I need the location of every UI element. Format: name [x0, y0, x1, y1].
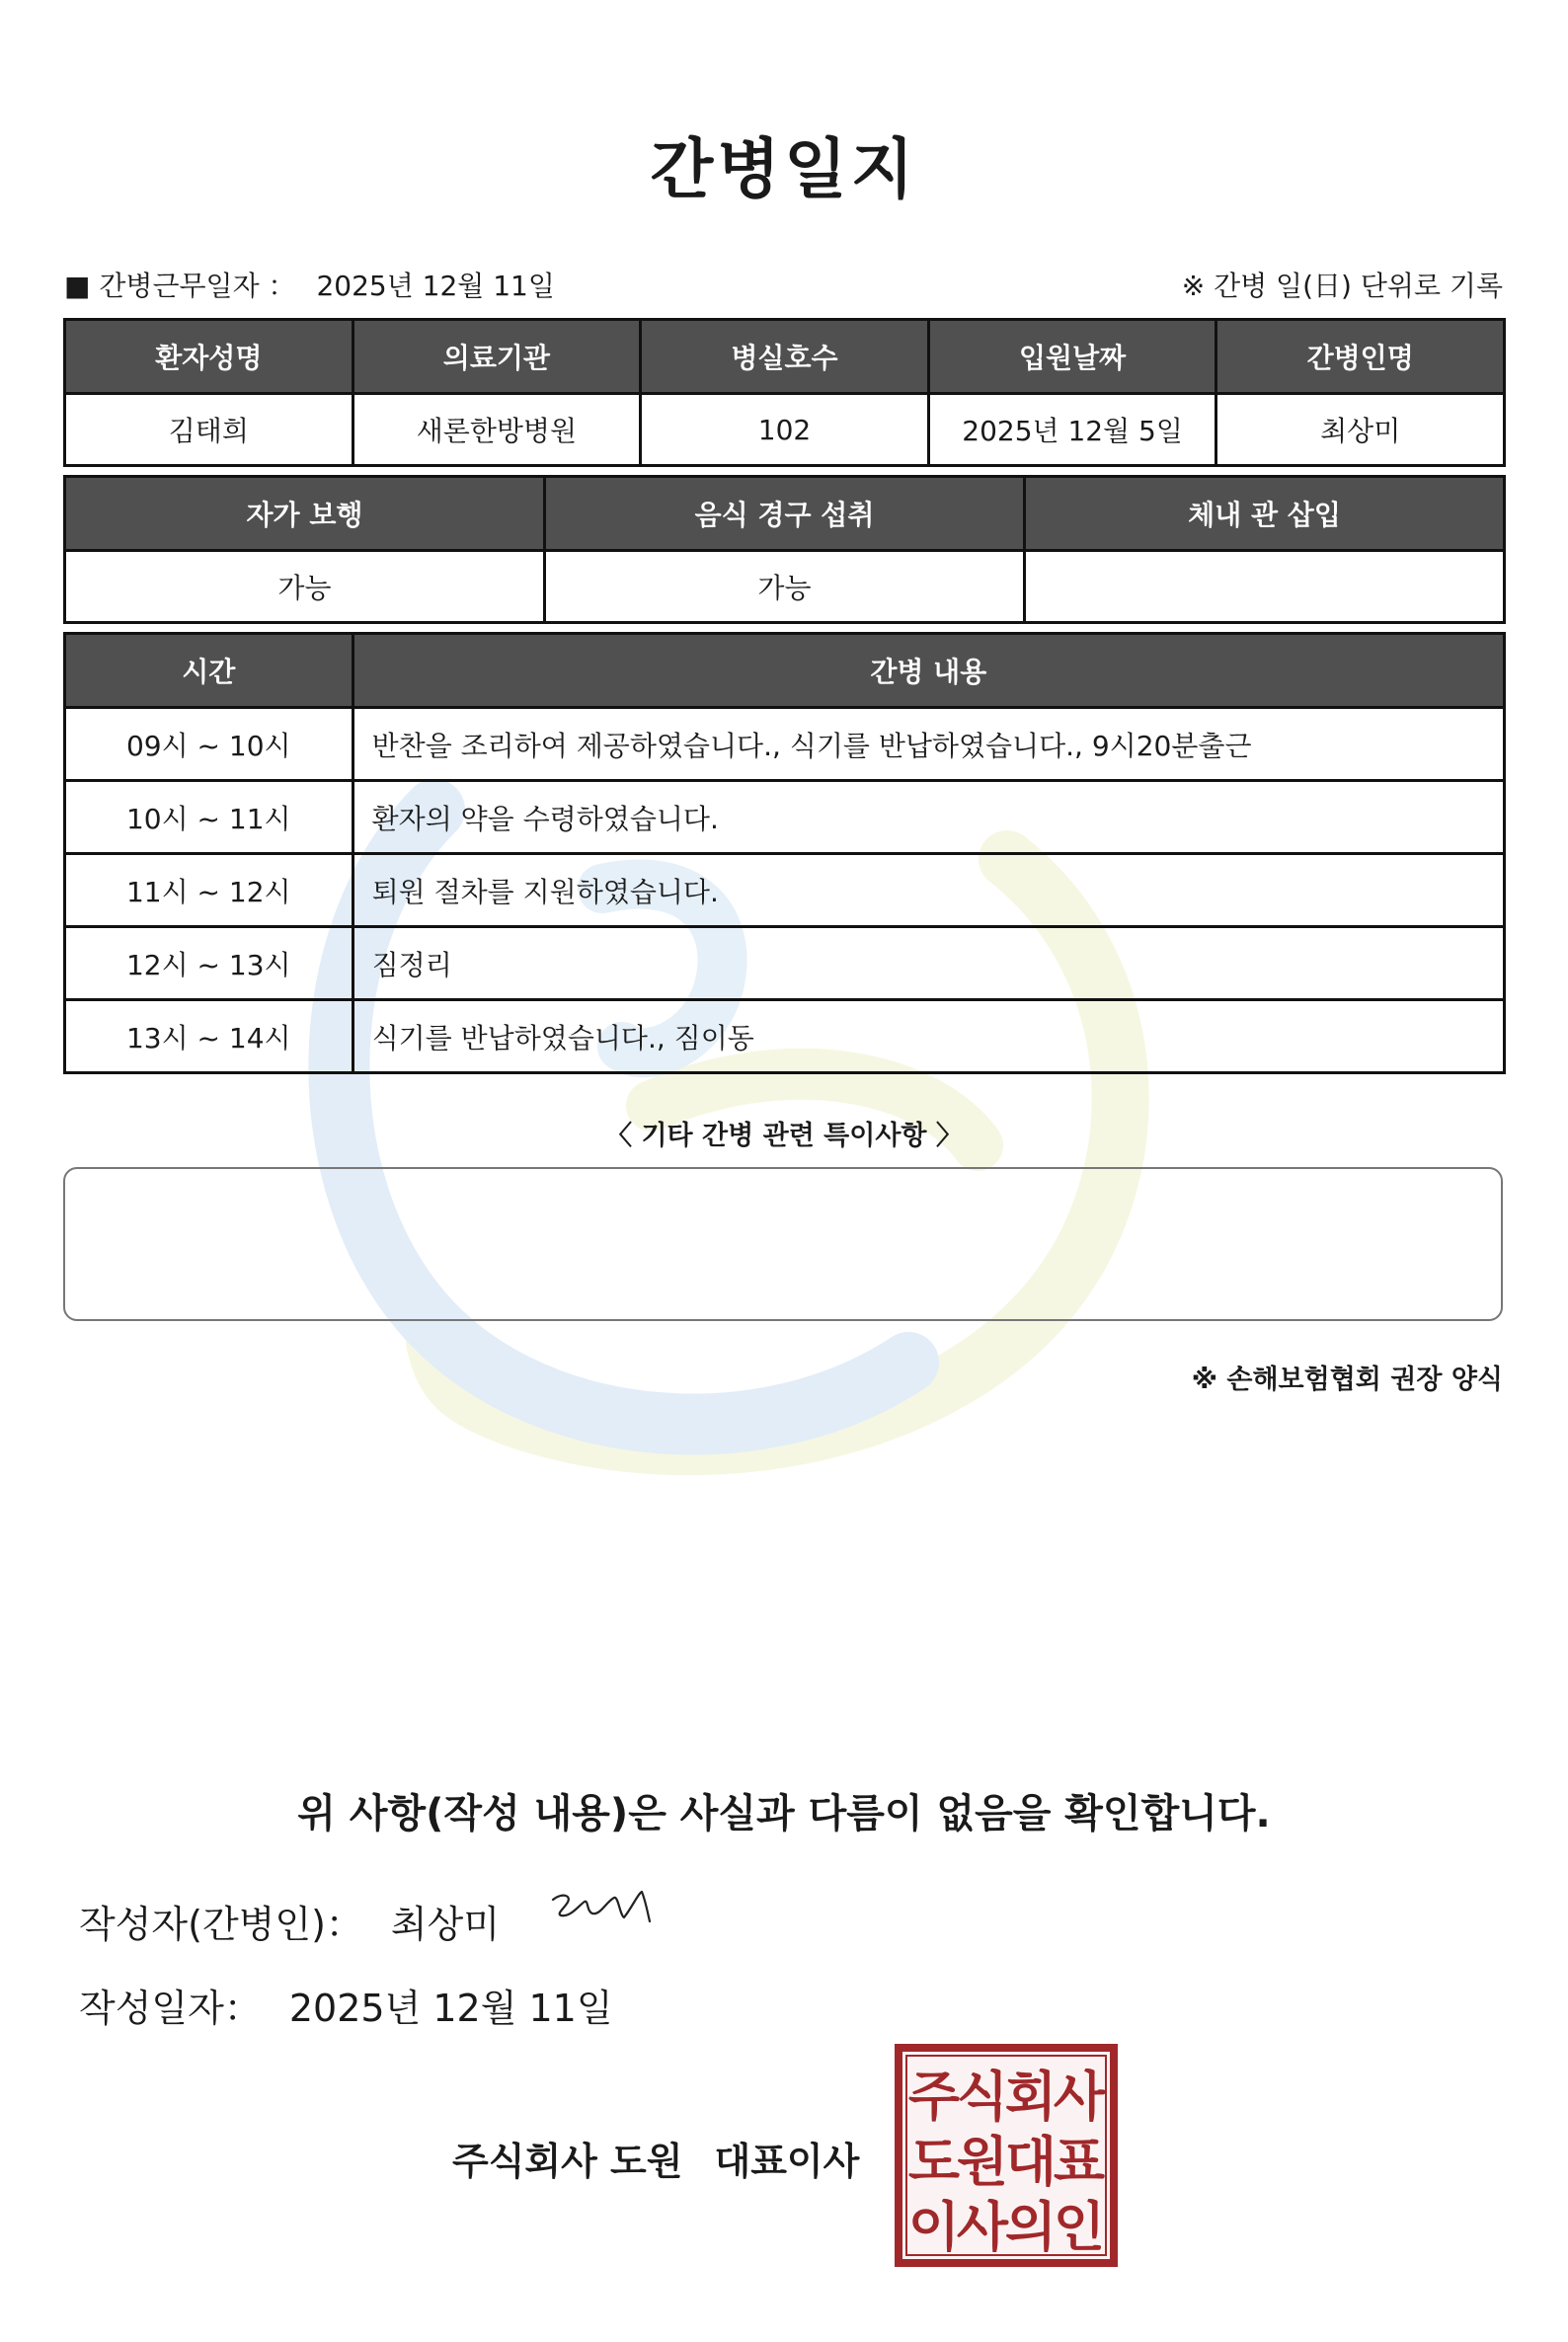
- svg-text:원: 원: [956, 2131, 1009, 2193]
- header-care-content: 간병 내용: [353, 634, 1504, 708]
- header-patient-name: 환자성명: [65, 320, 353, 394]
- table-row: [65, 781, 1505, 854]
- row-content: 짐정리: [353, 927, 1504, 1000]
- writer-line: [79, 1894, 500, 1948]
- header-time: 시간: [65, 634, 353, 708]
- write-date-line: [79, 1978, 613, 2032]
- room-number: 102: [641, 394, 929, 466]
- svg-text:대: 대: [1004, 2131, 1058, 2193]
- patient-name: 김태희: [65, 394, 353, 466]
- svg-text:의: 의: [1004, 2196, 1058, 2258]
- care-log-header-row: [65, 634, 1505, 708]
- header-oral-intake: 음식 경구 섭취: [544, 477, 1024, 551]
- status-value-row: [65, 551, 1505, 623]
- patient-info-table: [63, 318, 1506, 467]
- company-seal-stamp: [895, 2044, 1118, 2267]
- row-time: 12시 ~ 13시: [65, 927, 353, 1000]
- svg-text:표: 표: [1053, 2131, 1106, 2193]
- confirmation-statement: 위 사항(작성 내용)은 사실과 다름이 없음을 확인합니다.: [297, 1791, 1271, 1836]
- table-row: [65, 1000, 1505, 1073]
- hospital-name: 새론한방병원: [353, 394, 641, 466]
- header-room-number: 병실호수: [641, 320, 929, 394]
- svg-text:회: 회: [1004, 2066, 1058, 2128]
- row-time: 09시 ~ 10시: [65, 708, 353, 781]
- header-hospital: 의료기관: [353, 320, 641, 394]
- caregiver-name: 최상미: [1216, 394, 1505, 466]
- company-representative-title: 대표이사: [714, 2140, 860, 2183]
- status-header-row: [65, 477, 1505, 551]
- table-row: [65, 927, 1505, 1000]
- company-line: [452, 2131, 859, 2185]
- svg-text:도: 도: [907, 2131, 961, 2193]
- remarks-label: 〈 기타 간병 관련 특이사항 〉: [605, 1121, 963, 1151]
- patient-info-header-row: [65, 320, 1505, 394]
- row-time: 10시 ~ 11시: [65, 781, 353, 854]
- svg-text:주: 주: [907, 2066, 961, 2128]
- company-name: 주식회사 도원: [452, 2140, 683, 2183]
- header-self-walking: 자가 보행: [65, 477, 545, 551]
- tube-insertion-value: [1025, 551, 1505, 623]
- row-content: 퇴원 절차를 지원하였습니다.: [353, 854, 1504, 927]
- svg-text:사: 사: [1053, 2066, 1106, 2128]
- row-time: 11시 ~ 12시: [65, 854, 353, 927]
- header-caregiver-name: 간병인명: [1216, 320, 1505, 394]
- self-walking-value: 가능: [65, 551, 545, 623]
- form-note: ※ 손해보험협회 권장 양식: [1191, 1365, 1503, 1395]
- page-title: 간병일지: [650, 131, 918, 207]
- patient-info-value-row: [65, 394, 1505, 466]
- svg-text:식: 식: [956, 2066, 1009, 2128]
- row-content: 환자의 약을 수령하였습니다.: [353, 781, 1504, 854]
- work-date: [64, 265, 555, 304]
- write-date-value: 2025년 12월 11일: [288, 1987, 613, 2030]
- writer-name: 최상미: [390, 1903, 501, 1946]
- care-log-table: [63, 632, 1506, 1074]
- patient-status-table: [63, 475, 1506, 624]
- admission-date: 2025년 12월 5일: [928, 394, 1216, 466]
- unit-note: ※ 간병 일(日) 단위로 기록: [1181, 270, 1503, 302]
- work-date-value: 2025년 12월 11일: [316, 270, 555, 302]
- row-content: 식기를 반납하였습니다., 짐이동: [353, 1000, 1504, 1073]
- header-admission-date: 입원날짜: [928, 320, 1216, 394]
- writer-label: 작성자(간병인)：: [79, 1903, 363, 1946]
- work-date-label: ■ 간병근무일자 ：: [64, 270, 296, 302]
- svg-text:인: 인: [1053, 2196, 1106, 2258]
- row-content: 반찬을 조리하여 제공하였습니다., 식기를 반납하였습니다., 9시20분출근: [353, 708, 1504, 781]
- table-row: [65, 708, 1505, 781]
- handwritten-signature-icon: [549, 1888, 652, 1931]
- row-time: 13시 ~ 14시: [65, 1000, 353, 1073]
- oral-intake-value: 가능: [544, 551, 1024, 623]
- header-tube-insertion: 체내 관 삽입: [1025, 477, 1505, 551]
- svg-text:이: 이: [907, 2196, 961, 2258]
- table-row: [65, 854, 1505, 927]
- svg-text:사: 사: [956, 2196, 1009, 2258]
- write-date-label: 작성일자：: [79, 1987, 262, 2030]
- remarks-box: [63, 1167, 1503, 1321]
